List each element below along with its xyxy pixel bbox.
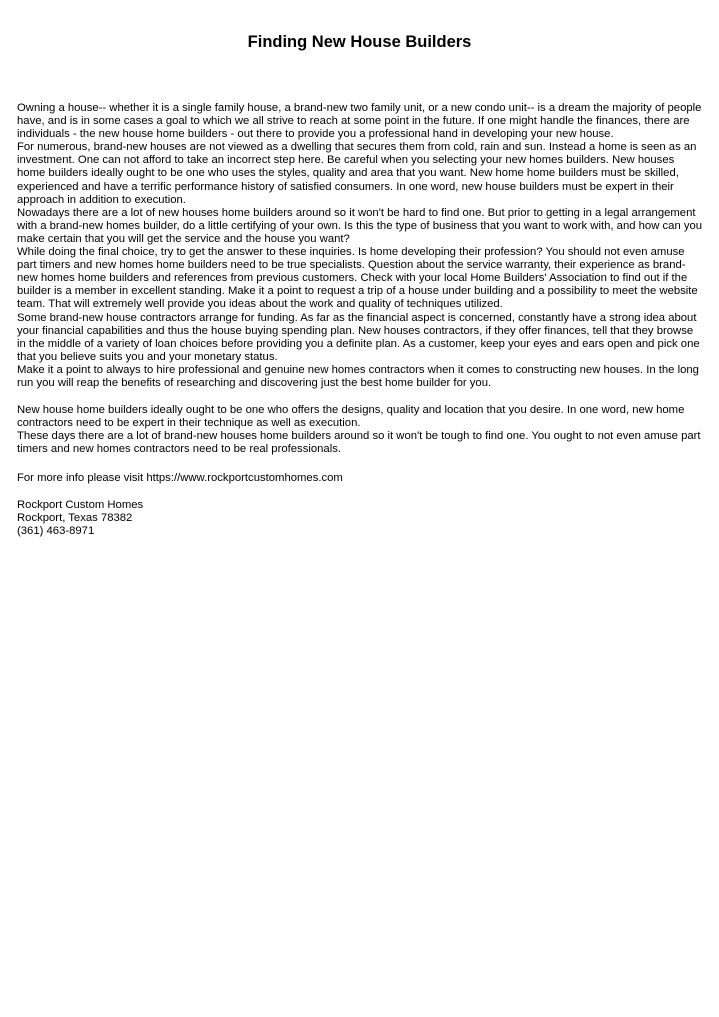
- document-body: [17, 102, 705, 538]
- contact-phone: (361) 463-8971: [17, 524, 95, 537]
- body-paragraph: Owning a house-- whether it is a single family house, a brand-new two family unit, or a new condo unit-- is a dream the majority of people have, and is in some cases a goal to which we all strive to reach at some point in the future. If one might handle the finances, there are individuals - the new house home builders - out there to provide you a professional hand in developing your new house.: [17, 102, 702, 141]
- summary-paragraph: New house home builders ideally ought to be one who offers the designs, quality and location that you desire. In one word, new home contractors need to be expert in their technique as well as execution.: [17, 403, 685, 429]
- more-info-line: For more info please visit https://www.rockportcustomhomes.com: [17, 471, 343, 484]
- body-paragraph: Make it a point to always to hire professional and genuine new homes contractors when it comes to constructing new houses. In the long run you will reap the benefits of researching and discovering just the best home builder for you.: [17, 363, 699, 389]
- contact-address: Rockport, Texas 78382: [17, 511, 133, 524]
- contact-name: Rockport Custom Homes: [17, 498, 144, 511]
- body-paragraph: Nowadays there are a lot of new houses home builders around so it won't be hard to find one. But prior to getting in a legal arrangement with a brand-new homes builder, do a little certifying of your own. Is this the type of business that you want to work with, and how can you make certain that you will get the service and the house you want?: [17, 206, 703, 245]
- body-paragraph: Some brand-new house contractors arrange for funding. As far as the financial aspect is concerned, constantly have a strong idea about your financial capabilities and thus the house buying spending plan. New houses contractors, if they offer finances, tell that they browse in the middle of a variety of loan choices before providing you a definite plan. As a customer, keep your eyes and ears open and pick one that you believe suits you and your monetary status.: [17, 311, 700, 363]
- page-title: Finding New House Builders: [247, 33, 472, 51]
- body-paragraph: While doing the final choice, try to get the answer to these inquiries. Is home developing their profession? You should not even amuse part timers and new homes home builders need to be true specialists. Question about the service warranty, their experience as brand-new homes home builders and references from previous customers. Check with your local Home Builders' Association to find out if the builder is a member in excellent standing. Make it a point to request a trip of a house under building and a possibility to meet the website team. That will extremely well provide you ideas about the work and quality of techniques utilized.: [17, 246, 698, 311]
- summary-paragraph: These days there are a lot of brand-new houses home builders around so it won't be tough to find one. You ought to not even amuse part timers and new homes contractors need to be real professionals.: [17, 429, 701, 455]
- body-paragraph: For numerous, brand-new houses are not viewed as a dwelling that secures them from cold, rain and sun. Instead a home is seen as an investment. One can not afford to take an incorrect step here. Be careful when you selecting your new homes builders. New houses home builders ideally ought to be one who uses the styles, quality and area that you want. New home home builders must be skilled, experienced and have a terrific performance history of satisfied consumers. In one word, new house builders must be expert in their approach in addition to execution.: [17, 141, 697, 206]
